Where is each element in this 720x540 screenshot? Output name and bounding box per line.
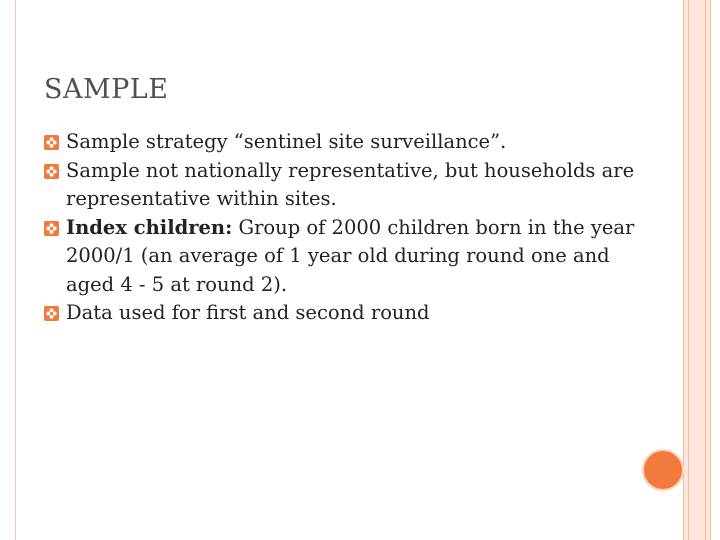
flower-icon (44, 306, 59, 321)
flower-icon (44, 135, 59, 150)
bullet-item (44, 157, 644, 214)
flower-icon (44, 164, 59, 179)
bullet-item (44, 128, 644, 157)
decorative-circle (642, 449, 684, 491)
slide-frame-line (688, 0, 689, 540)
bullet-text: Sample not nationally representative, but households are representative within sites. (66, 158, 635, 210)
slide-frame-left (0, 0, 16, 540)
bullet-bold-prefix: Index children: (66, 215, 233, 239)
bullet-text: Group of 2000 children born in the year 2000/1 (an average of 1 year old during round one and aged 4 - 5 at round 2). (66, 215, 635, 296)
slide-frame-line (705, 0, 706, 540)
bullet-item (44, 214, 644, 300)
bullet-item (44, 299, 644, 328)
bullet-list (44, 128, 644, 328)
bullet-text: Data used for first and second round (66, 301, 430, 324)
flower-icon (44, 221, 59, 236)
slide-title: SAMPLE (44, 74, 169, 105)
bullet-text: Sample strategy “sentinel site surveillance”. (66, 130, 507, 153)
